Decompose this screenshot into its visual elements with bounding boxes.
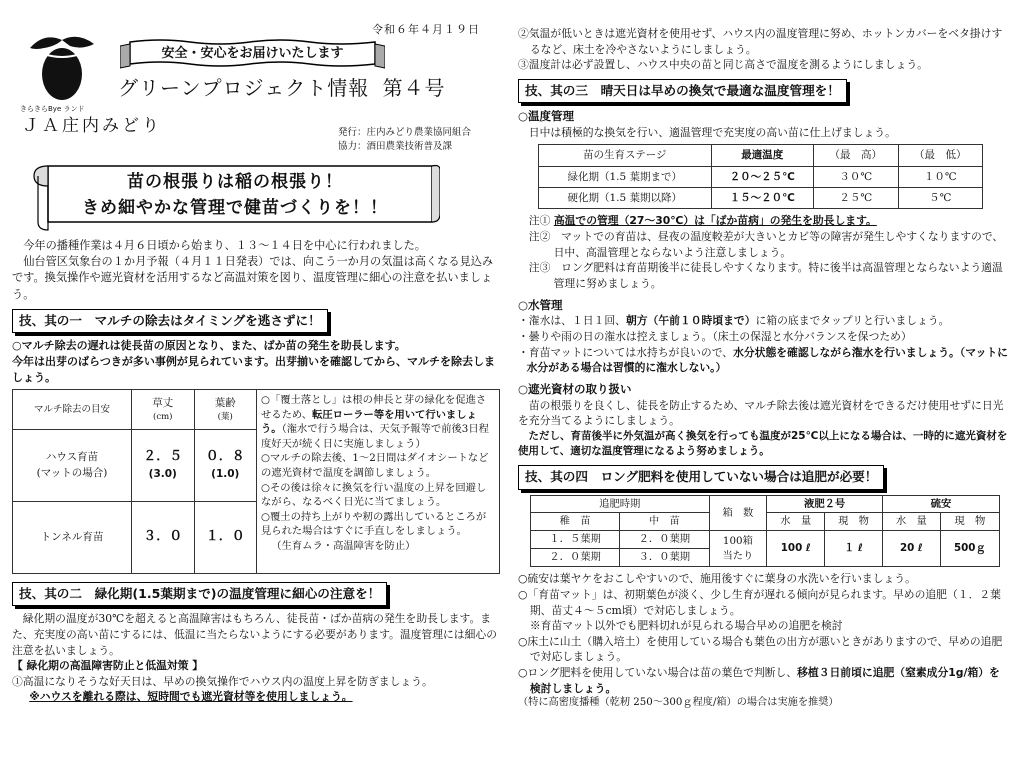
mulch-r1-leaf-val: ０．８	[205, 449, 245, 465]
temp-note-1-label: 注①	[528, 214, 551, 228]
temp-h4: （最 低）	[898, 145, 982, 167]
temp-h1: 苗の生育ステージ	[539, 145, 712, 167]
section-3-heading: 技、其の三 晴天日は早めの換気で最適な温度管理を！	[518, 79, 847, 103]
water-1	[518, 313, 1010, 329]
mulch-removal-table	[12, 389, 257, 574]
fert-h-amm-water: 水 量	[882, 513, 940, 531]
fert-h-liquid: 液肥２号	[767, 495, 883, 513]
temp-h2: 最適温度	[711, 145, 814, 167]
temp-r1c3: ３０℃	[814, 167, 898, 188]
note-5: （生育ムラ・高温障害を防止）	[271, 540, 416, 553]
fert-h-timing: 追肥時期	[531, 495, 710, 513]
mulch-r1-label-sub: (マットの場合)	[36, 466, 108, 479]
fert-r1-mid: ２．０葉期	[620, 531, 709, 549]
mulch-r2-label: トンネル育苗	[13, 502, 132, 574]
fert-liquid-water: 100 ℓ	[767, 531, 825, 567]
sec4-item-4a: ○ロング肥料を使用していない場合は苗の葉色で判断し、	[518, 666, 798, 680]
sec1-notes-box	[257, 389, 500, 574]
temp-body: 日中は積極的な換気を行い、適温管理で充実度の高い苗に仕上げましょう。	[528, 125, 896, 139]
note-3: ○その後は徐々に換気を行い温度の上昇を回避しながら、なるべく日光に当てましょう。	[261, 481, 487, 509]
mulch-h-height-unit: (cm)	[153, 411, 173, 422]
sec2-item-2: ②気温が低いときは遮光資材を使用せず、ハウス内の温度管理に努め、ホットンカバーをベタ掛けするなど、床土を冷やさないようにしましょう。	[518, 27, 1003, 56]
fert-r2-rice: ２．０葉期	[531, 549, 620, 567]
mulch-r1-height-val: ２．５	[143, 449, 183, 465]
water-3a: ・育苗マットについては水持ちが良いので、	[518, 345, 734, 359]
sec4-item-1: ○硫安は葉ヤケをおこしやすいので、施用後すぐに葉身の水洗いを行いましょう。	[518, 572, 916, 586]
temp-r1c4: １０℃	[898, 167, 982, 188]
shade-heading: ○遮光資材の取り扱い	[518, 381, 632, 396]
logo-tagline: きらきらBye ランド	[20, 105, 85, 113]
mulch-h-label: マルチ除去の目安	[13, 390, 132, 430]
temp-note-2: 注② マットでの育苗は、昼夜の温度較差が大きいとカビ等の障害が発生しやすくなりますので、日中、高温管理とならないよう注意しましょう。	[528, 230, 1004, 259]
sec4-item-4b: 移植３日前頃に追肥（窒素成分1g/箱）を検討しましょう。	[529, 666, 1000, 695]
note-4: ○覆土の持ち上がりや籾の露出しているところが見られた場合はすぐに手直しをしましょう。	[261, 510, 487, 538]
temp-r1c1: 緑化期（1.5 葉期まで）	[539, 167, 712, 188]
sec4-item-2b: ※育苗マット以外でも肥料切れが見られる場合早めの追肥を検討	[529, 619, 843, 633]
temp-r2c2: １５～２０℃	[711, 188, 814, 209]
sec4-item-4	[518, 665, 1010, 696]
temp-note-1-text: 高温での管理（27～30℃）は「ばか苗病」の発生を助長します。	[553, 214, 877, 228]
section-1-heading: 技、其の一 マルチの除去はタイミングを逃さずに！	[12, 309, 328, 333]
temp-note-3: 注③ ロング肥料は育苗期後半に徒長しやすくなります。特に後半は高温管理とならないよう適温管理に努めましょう。	[528, 261, 1003, 291]
mulch-h-leaf-text: 葉齢	[214, 396, 236, 409]
mulch-h-leaf	[194, 390, 257, 430]
mulch-h-height-text: 草丈	[152, 396, 174, 409]
mulch-r1-leaf	[194, 430, 257, 502]
fert-amm-water: 20 ℓ	[882, 531, 940, 567]
fert-boxes	[709, 531, 767, 567]
publisher: 発行：庄内みどり農業協同組合	[338, 127, 472, 138]
temp-note-1	[518, 213, 1010, 229]
mulch-r1-leaf-val2: (1.0)	[211, 468, 240, 481]
sec2-item-1: ①高温になりそうな好天日は、早めの換気操作でハウス内の温度上昇を防ぎましょう。	[12, 674, 433, 688]
note-1	[261, 393, 495, 451]
temp-r2c3: ２５℃	[814, 188, 898, 209]
cooperation: 協力：酒田農業技術普及課	[338, 141, 453, 152]
temp-r2c4: ５℃	[898, 188, 982, 209]
sec4-item-2: ○「育苗マット」は、初期葉色が淡く、少し生育が遅れる傾向が見られます。早めの追肥（１．２葉期、苗丈４～５cm頃）で対応しましょう。	[518, 587, 1001, 617]
sec1-lead-2: 今年は出芽のばらつきが多い事例が見られています。出芽揃いを確認してから、マルチを除去しましょう。	[12, 355, 496, 385]
water-3	[518, 345, 1010, 376]
water-2: ・曇りや雨の日の潅水は控えましょう。（床土の保湿と水分バランスを保つため）	[518, 330, 912, 343]
fert-r1-rice: １．５葉期	[531, 531, 620, 549]
temp-r2c1: 硬化期（1.5 葉期以降）	[539, 188, 712, 209]
sec4-item-5: （特に高密度播種（乾籾 250～300ｇ程度/箱）の場合は実施を推奨）	[518, 697, 839, 709]
mulch-r1-height	[132, 430, 195, 502]
sec2-item-3: ③温度計は必ず設置し、ハウス中央の苗と同じ高さで温度を測るようにしましょう。	[518, 58, 928, 72]
topdress-table	[530, 495, 1000, 568]
shade-1: 苗の根張りを良くし、徒長を防止するため、マルチ除去後は遮光資材をできるだけ使用せずに日光を充分当てるようにしましょう。	[518, 398, 1004, 428]
mulch-r1-label-text: ハウス育苗	[45, 451, 99, 464]
fert-h-liquid-water: 水 量	[767, 513, 825, 531]
issue-number: 第４号	[382, 76, 446, 100]
note-1a: ○「覆土落とし」は根の伸長と芽の緑化を促進させるため、	[261, 394, 487, 421]
mulch-r1-height-val2: (3.0)	[148, 468, 177, 481]
newsletter-title	[118, 74, 446, 103]
sec4-item-3: ○床土に山土（購入培土）を使用している場合も葉色の出方が悪いときがありますので、早めの追肥で対応しましょう。	[518, 634, 1003, 664]
header	[0, 0, 510, 152]
temp-r1c2: ２０～２５℃	[711, 167, 814, 188]
banner-line-1: 苗の根張りは稲の根張り！	[127, 172, 343, 192]
ja-logo-icon	[22, 30, 102, 105]
sec2-subheading: 【 緑化期の高温障害防止と低温対策 】	[12, 659, 204, 673]
sec1-table-block	[12, 389, 500, 574]
note-2: ○マルチの除去後、1～2日間はダイオシートなどの遮光資材で温度を調節しましょう。	[261, 452, 489, 480]
intro-para-1: 今年の播種作業は４月６日頃から始まり、１３～１４日を中心に行われました。	[23, 239, 426, 252]
fert-h-mid: 中 苗	[620, 513, 709, 531]
fert-h-ammonium: 硫安	[882, 495, 999, 513]
ribbon-text: 安全・安心をお届けいたします	[161, 46, 344, 61]
fert-amm-product: 500ｇ	[940, 531, 999, 567]
fert-h-liquid-product: 現 物	[825, 513, 883, 531]
temp-h3: （最 高）	[814, 145, 898, 167]
right-column	[518, 26, 1010, 711]
fert-h-rice: 稚 苗	[531, 513, 620, 531]
water-1a: ・潅水は、１日１回、	[518, 314, 626, 328]
date: 令和６年４月１９日	[372, 23, 480, 36]
mulch-h-height	[132, 390, 195, 430]
water-heading: ○水管理	[518, 297, 563, 312]
fert-liquid-product: １ ℓ	[825, 531, 883, 567]
title-text: グリーンプロジェクト情報	[118, 76, 370, 100]
section-4-heading: 技、其の四 ロング肥料を使用していない場合は追肥が必要！	[518, 465, 884, 489]
sec2-item-1b: ※ハウスを離れる際は、短時間でも遮光資材等を使用しましょう。	[29, 690, 353, 704]
mulch-h-leaf-unit: (葉)	[217, 411, 233, 422]
note-1c: （潅水で行う場合は、天気予報等で前後3日程度好天が続く日に実施しましょう）	[261, 423, 489, 450]
fert-h-amm-product: 現 物	[940, 513, 999, 531]
note-1b: 転圧ローラー等を用いて行いましょう。	[261, 408, 477, 436]
sec1-lead-1: ○マルチ除去の遅れは徒長苗の原因となり、また、ばか苗の発生を助長します。	[12, 339, 406, 353]
shade-2: ただし、育苗後半に外気温が高く換気を行っても温度が25℃以上になる場合は、一時的に遮光資材を使用して、適切な温度管理になるよう努めましょう。	[518, 429, 1008, 458]
water-1b: 朝方（午前１０時頃まで）	[625, 314, 756, 328]
water-3b: 水分状態を確認しながら潅水を行いましょう。（マットに水分がある場合は習慣的に潅水しない。）	[526, 345, 1008, 375]
mulch-r2-leaf: １．０	[194, 502, 257, 574]
mulch-r2-height: ３．０	[132, 502, 195, 574]
section-2-heading: 技、其の二 緑化期(1.5葉期まで)の温度管理に細心の注意を！	[12, 582, 387, 606]
fert-boxes-b: 当たり	[722, 549, 754, 562]
org-name: ＪＡ庄内みどり	[22, 116, 162, 136]
mulch-r1-label	[13, 430, 132, 502]
banner-line-2: きめ細やかな管理で健苗づくりを！！	[82, 198, 388, 218]
fert-h-boxes: 箱 数	[709, 495, 767, 531]
temperature-table	[538, 144, 983, 209]
sec2-body: 緑化期の温度が30℃を超えると高温障害はもちろん、徒長苗・ばか苗病の発生を助長します。また、充実度の高い苗にするには、低温に当たらないようにする必要があります。温度管理には細心の注意を払いましょう。	[12, 612, 497, 657]
fert-boxes-a: 100箱	[722, 534, 753, 547]
fert-r2-mid: ３．０葉期	[620, 549, 709, 567]
intro-para-2: 仙台管区気象台の１か月予報（４月１１日発表）では、向こう一か月の気温は高くなる見込みです。換気操作や遮光資材を活用するなど高温対策を図り、温度管理に細心の注意を払いましょう。	[12, 255, 494, 301]
water-1c: に箱の底までタップリと行いましょう。	[755, 314, 950, 328]
temp-heading: ○温度管理	[518, 109, 575, 124]
left-column	[12, 238, 500, 705]
